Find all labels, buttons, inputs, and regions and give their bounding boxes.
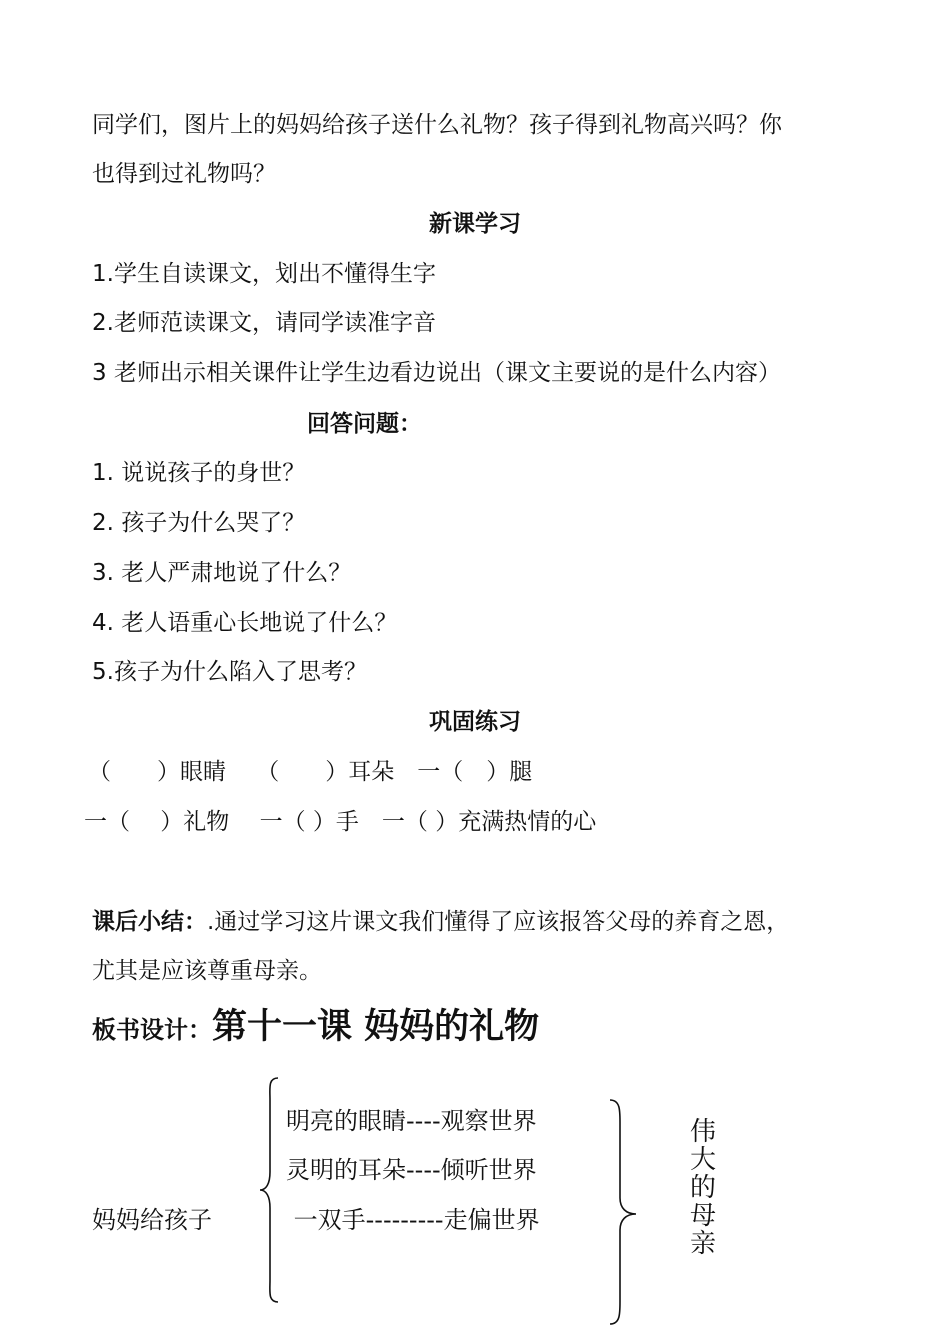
intro-line-1: 同学们，图片上的妈妈给孩子送什么礼物？孩子得到礼物高兴吗？你	[92, 112, 782, 138]
vertical-char: 的	[689, 1173, 716, 1203]
list-item: 5.孩子为什么陷入了思考？	[92, 659, 367, 685]
board-title: 第十一课 妈妈的礼物	[212, 1007, 540, 1047]
vertical-char: 母	[689, 1201, 716, 1231]
board-line-3: 一双手---------走偏世界	[286, 1206, 540, 1234]
intro-line-2: 也得到过礼物吗？	[92, 161, 276, 187]
vertical-text-great-mother	[688, 1118, 718, 1258]
left-brace	[258, 1076, 282, 1304]
right-brace	[606, 1098, 640, 1326]
board-line-1: 明亮的眼睛----观察世界	[286, 1107, 537, 1135]
list-item: 2. 孩子为什么哭了？	[92, 510, 306, 536]
summary-line-1	[92, 907, 789, 937]
board-left-text: 妈妈给孩子	[92, 1206, 212, 1234]
list-item: 4. 老人语重心长地说了什么？	[92, 610, 398, 636]
list-item: 1. 说说孩子的身世？	[92, 460, 306, 486]
board-heading	[92, 1005, 539, 1053]
vertical-char: 大	[689, 1145, 716, 1175]
board-label: 板书设计：	[92, 1016, 212, 1044]
practice-row-1: （ ）眼睛 （ ）耳朵 一（ ）腿	[88, 759, 533, 785]
new-lesson-heading: 新课学习	[429, 211, 521, 237]
practice-row-2: 一（ ）礼物 一（ ）手 一（ ）充满热情的心	[84, 809, 597, 835]
questions-heading: 回答问题：	[307, 411, 422, 437]
list-item: 1.学生自读课文，划出不懂得生字	[92, 261, 436, 287]
vertical-char: 伟	[689, 1117, 716, 1147]
summary-line-2: 尤其是应该尊重母亲。	[92, 958, 322, 984]
list-item: 3 老师出示相关课件让学生边看边说出（课文主要说的是什么内容）	[92, 360, 781, 386]
vertical-char: 亲	[689, 1229, 716, 1259]
practice-heading: 巩固练习	[429, 709, 521, 735]
list-item: 3. 老人严肃地说了什么？	[92, 560, 352, 586]
summary-label: 课后小结：	[92, 909, 207, 935]
summary-text-1: .通过学习这片课文我们懂得了应该报答父母的养育之恩，	[207, 909, 790, 935]
board-line-2: 灵明的耳朵----倾听世界	[286, 1156, 537, 1184]
list-item: 2.老师范读课文，请同学读准字音	[92, 310, 436, 336]
